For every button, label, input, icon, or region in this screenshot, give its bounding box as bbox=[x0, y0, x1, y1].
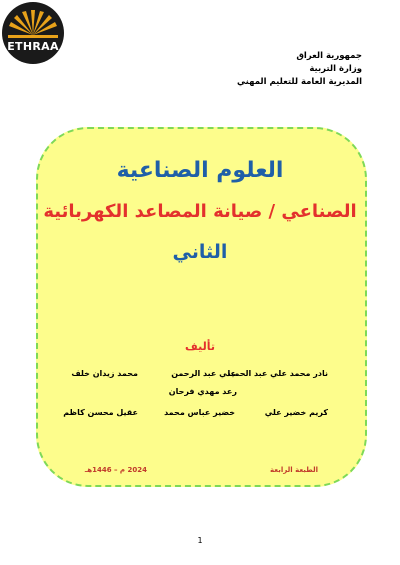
author-name: كريم خضير علي bbox=[264, 408, 328, 417]
logo-text: ETHRAA bbox=[7, 40, 59, 53]
header-line-ministry: وزارة التربية bbox=[309, 64, 362, 74]
authors-heading: تأليف bbox=[185, 340, 215, 353]
sunburst-icon bbox=[2, 2, 64, 64]
edition-label: الطبعة الرابعة bbox=[270, 466, 318, 474]
author-name: محمد زيدان خلف bbox=[71, 369, 138, 378]
page-number: 1 bbox=[197, 536, 203, 545]
header-line-directorate: المديرية العامة للتعليم المهني bbox=[237, 77, 362, 87]
publication-year: 2024 م – 1446هـ bbox=[84, 466, 147, 474]
ministry-header bbox=[237, 50, 362, 89]
author-name: نادر محمد علي عبد الحميد bbox=[226, 369, 328, 378]
book-subtitle: الصناعي / صيانة المصاعد الكهربائية bbox=[43, 201, 357, 222]
author-name: علي عبد الرحمن bbox=[171, 369, 236, 378]
header-line-country: جمهورية العراق bbox=[296, 51, 362, 61]
grade-label: الثاني bbox=[172, 241, 228, 263]
ethraa-logo bbox=[2, 2, 64, 64]
author-name: رعد مهدي فرحان bbox=[168, 387, 237, 396]
book-title: العلوم الصناعية bbox=[116, 158, 284, 183]
author-name: خضير عباس محمد bbox=[164, 408, 235, 417]
author-name: عقيل محسن كاظم bbox=[63, 408, 138, 417]
